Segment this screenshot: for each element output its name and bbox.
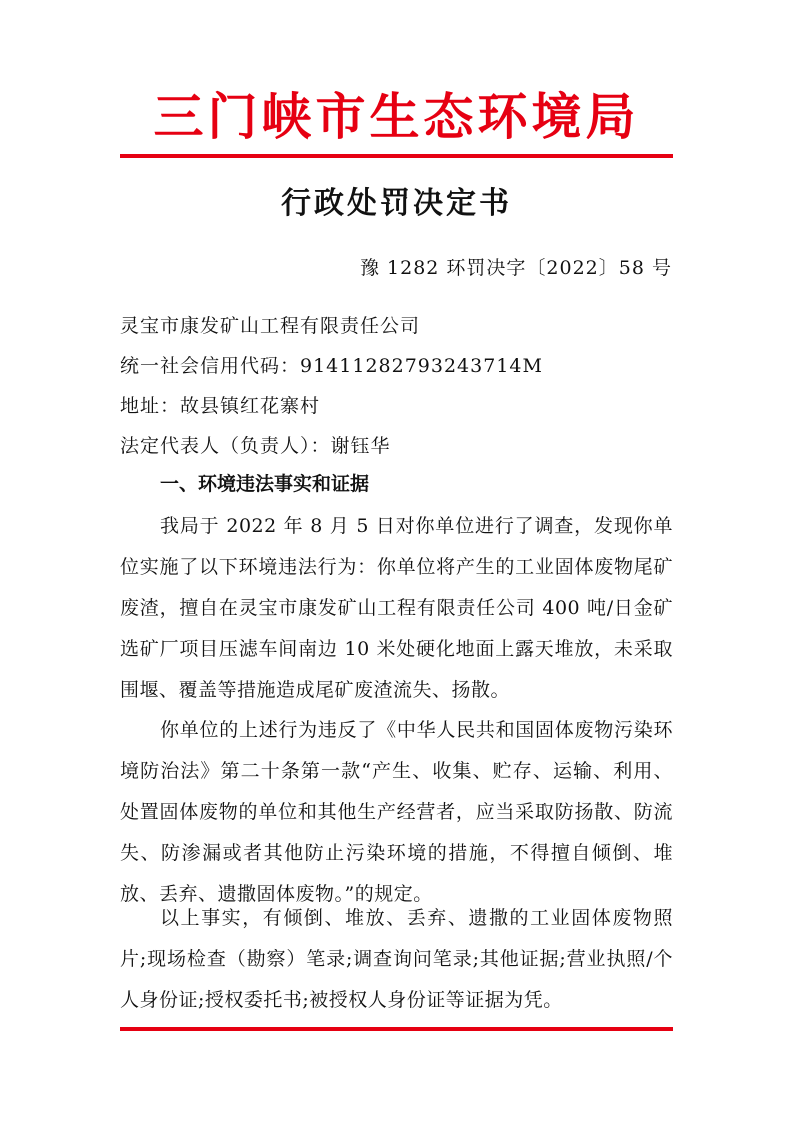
violation-paragraph: 你单位的上述行为违反了《中华人民共和国固体废物污染环境防治法》第二十条第一款“产生、收集、贮存、运输、利用、处置固体废物的单位和其他生产经营者，应当采取防扬散、防流失、防渗漏或者其他防止污染环境的措施，不得擅自倾倒、堆放、丢弃、遗撒固体废物。”的规定。 bbox=[120, 719, 673, 905]
credit-code: 统一社会信用代码：91411282793243714M bbox=[120, 355, 543, 377]
agency-masthead: 三门峡市生态环境局 bbox=[153, 87, 640, 146]
document-title: 行政处罚决定书 bbox=[281, 186, 512, 221]
fact-paragraph: 我局于 2022 年 8 月 5 日对你单位进行了调查，发现你单位实施了以下环境违法行为：你单位将产生的工业固体废物尾矿废渣，擅自在灵宝市康发矿山工程有限责任公司 400 吨/日金矿选矿厂项目压滤车间南边 10 米处硬化地面上露天堆放，未采取围堰、覆盖等措施造成尾矿废渣流失、扬散。 bbox=[120, 515, 673, 701]
masthead-red-rule bbox=[120, 154, 673, 158]
evidence-paragraph: 以上事实，有倾倒、堆放、丢弃、遗撒的工业固体废物照片;现场检查（勘察）笔录;调查询问笔录;其他证据;营业执照/个人身份证;授权委托书;被授权人身份证等证据为凭。 bbox=[120, 907, 673, 1011]
legal-representative: 法定代表人（负责人）：谢钰华 bbox=[120, 435, 391, 457]
party-address: 地址：故县镇红花寨村 bbox=[120, 395, 321, 417]
footer-red-rule bbox=[120, 1027, 673, 1031]
party-name: 灵宝市康发矿山工程有限责任公司 bbox=[120, 315, 421, 337]
document-number: 豫 1282 环罚决字〔2022〕58 号 bbox=[359, 257, 672, 279]
section-heading: 一、环境违法事实和证据 bbox=[160, 473, 370, 495]
